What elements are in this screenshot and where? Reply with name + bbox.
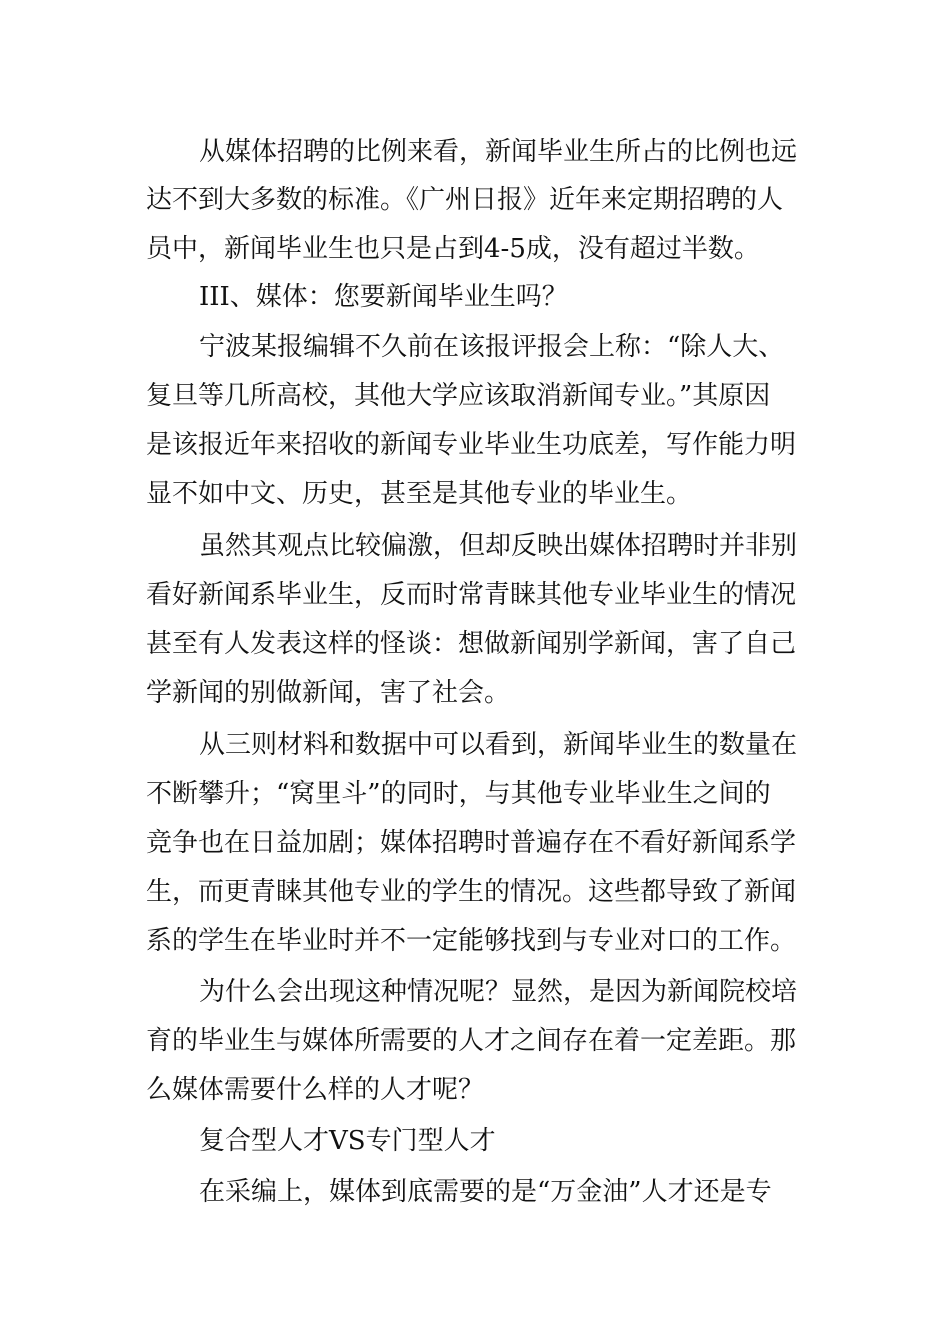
paragraph-line: 生，而更青睐其他专业的学生的情况。这些都导致了新闻	[146, 877, 797, 907]
paragraph-line: 宁波某报编辑不久前在该报评报会上称：“除人大、	[199, 332, 785, 362]
paragraph-line: 不断攀升；“窝里斗”的同时，与其他专业毕业生之间的	[146, 779, 771, 809]
paragraph-line: 复旦等几所高校，其他大学应该取消新闻专业。”其原因	[146, 381, 771, 411]
section-heading: 复合型人才VS专门型人才	[199, 1126, 496, 1156]
paragraph-line: 从媒体招聘的比例来看，新闻毕业生所占的比例也远	[199, 137, 798, 167]
paragraph-line: 虽然其观点比较偏激，但却反映出媒体招聘时并非别	[199, 531, 798, 561]
paragraph-line: 看好新闻系毕业生，反而时常青睐其他专业毕业生的情况	[146, 580, 797, 610]
paragraph-line: 甚至有人发表这样的怪谈：想做新闻别学新闻，害了自己	[146, 629, 797, 659]
paragraph-line: 育的毕业生与媒体所需要的人才之间存在着一定差距。那	[146, 1026, 797, 1056]
paragraph-line: 是该报近年来招收的新闻专业毕业生功底差，写作能力明	[146, 430, 797, 460]
paragraph-line: 么媒体需要什么样的人才呢？	[146, 1075, 485, 1105]
paragraph-line: 为什么会出现这种情况呢？显然，是因为新闻院校培	[199, 977, 798, 1007]
paragraph-line: 竞争也在日益加剧；媒体招聘时普遍存在不看好新闻系学	[146, 828, 797, 858]
paragraph-line: 在采编上，媒体到底需要的是“万金油”人才还是专	[199, 1177, 772, 1207]
paragraph-line: 学新闻的别做新闻，害了社会。	[146, 678, 511, 708]
paragraph-line: 显不如中文、历史，甚至是其他专业的毕业生。	[146, 479, 693, 509]
paragraph-line: 系的学生在毕业时并不一定能够找到与专业对口的工作。	[146, 926, 797, 956]
section-heading: III、媒体：您要新闻毕业生吗？	[199, 282, 568, 312]
paragraph-line: 从三则材料和数据中可以看到，新闻毕业生的数量在	[199, 730, 798, 760]
paragraph-line: 达不到大多数的标准。《广州日报》近年来定期招聘的人	[146, 185, 784, 215]
paragraph-line: 员中，新闻毕业生也只是占到4-5成，没有超过半数。	[146, 234, 760, 264]
